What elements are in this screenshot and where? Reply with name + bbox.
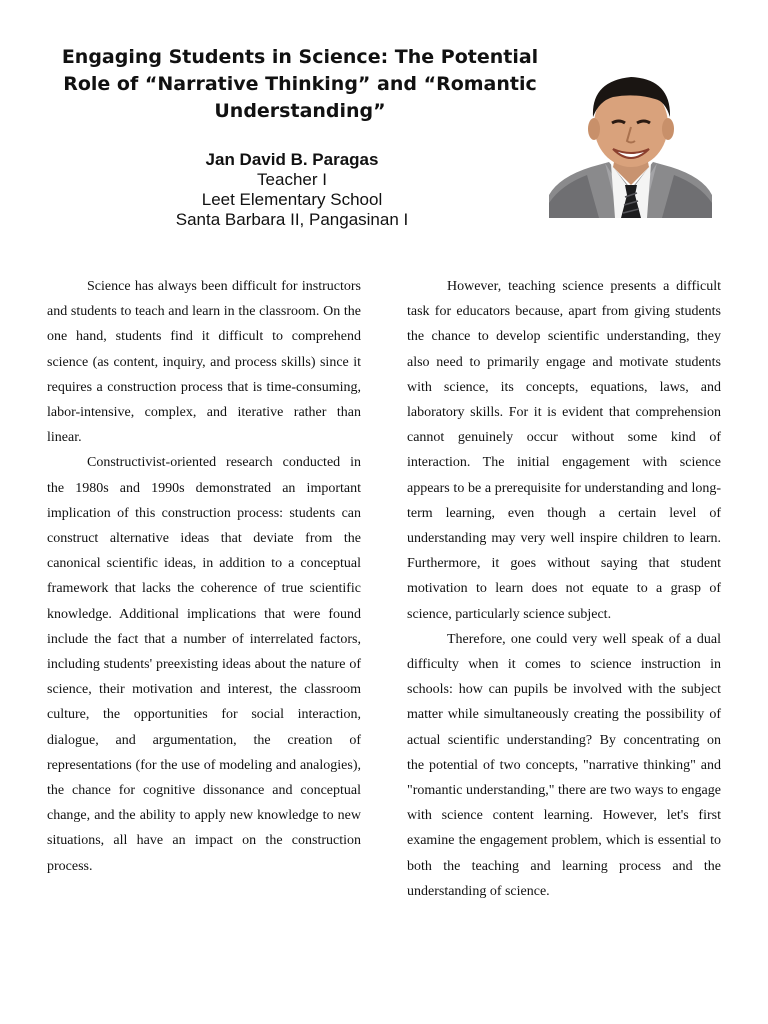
author-school: Leet Elementary School [201, 190, 383, 209]
paragraph: However, teaching science presents a difficult task for educators because, apart from giving students the chance to develop scientific understanding, they also need to primarily engage and motivate students with science, its concepts, equations, laws, and laboratory skills. For it is evident that comprehension cannot genuinely occur without some kind of interaction. The initial engagement with science appears to be a prerequisite for understanding and long-term learning, even though a certain level of understanding may very well inspire children to learn. Furthermore, it goes without saying that student motivation to learn does not equate to a grasp of science, particularly science subject. [407, 279, 721, 622]
paragraph: Constructivist-oriented research conducted in the 1980s and 1990s demonstrated an important implication of this construction process: students can construct alternative ideas that deviate from the canonical scientific ideas, in addition to a conceptual framework that lacks the coherence of true scientific knowledge. Additional implications that were found include the fact that a number of interrelated factors, including students' preexisting ideas about the nature of science, their motivation and interest, the classroom culture, the opportunities for social interaction, dialogue, and argumentation, the creation of representations (for the use of modeling and analogies), the chance for cognitive dissonance and conceptual change, and the ability to apply new knowledge to new situations, all have an impact on the construction process. [47, 455, 361, 874]
author-portrait-icon [549, 67, 712, 218]
article-title: Engaging Students in Science: The Potential Role of “Narrative Thinking” and “Romantic Understanding” [61, 46, 539, 122]
author-block [152, 150, 432, 230]
author-position: Teacher I [257, 170, 327, 189]
author-name: Jan David B. Paragas [205, 150, 379, 169]
right-column [407, 274, 721, 904]
left-column [47, 274, 361, 879]
paragraph: Science has always been difficult for instructors and students to teach and learn in the classroom. On the one hand, students find it difficult to comprehend science (as content, inquiry, and process skills) since it requires a construction process that is time-consuming, labor-intensive, complex, and iterative rather than linear. [47, 279, 361, 446]
author-location: Santa Barbara II, Pangasinan I [175, 210, 409, 229]
paragraph: Therefore, one could very well speak of a dual difficulty when it comes to science instruction in schools: how can pupils be involved with the subject matter while simultaneously creating the possibility of actual scientific understanding? By concentrating on the potential of two concepts, "narrative thinking" and "romantic understanding," there are two ways to engage with science content learning. However, let's first examine the engagement problem, which is essential to both the teaching and learning process and the understanding of science. [407, 631, 721, 899]
